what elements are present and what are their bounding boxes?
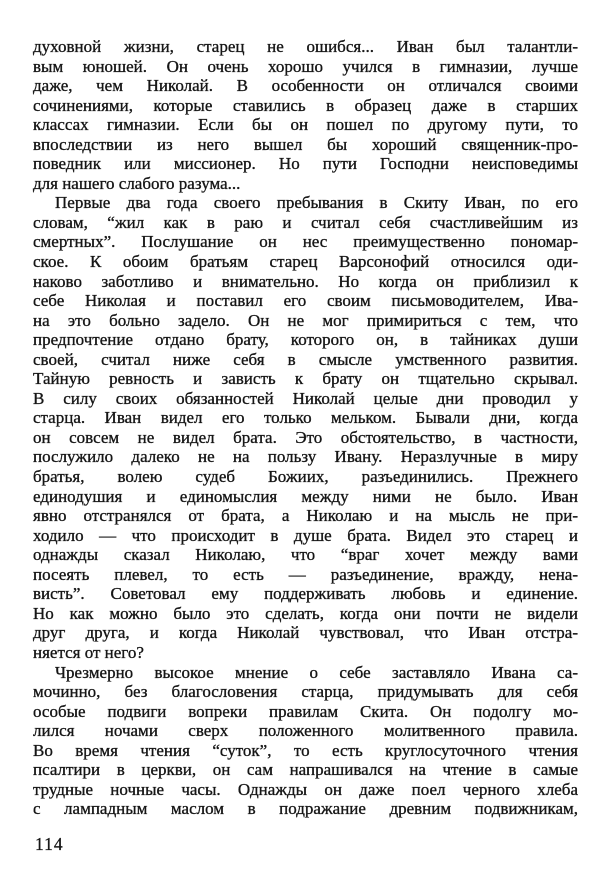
text-line: однажды сказал Николаю, что “враг хочет между вами	[33, 545, 578, 565]
text-line: старца. Иван видел его только мельком. Бывали дни, когда	[33, 408, 578, 428]
text-line: псалтири в церкви, он сам напрашивался на чтение в самые	[33, 760, 578, 780]
text-line: братья, волею судеб Божиих, разъединились. Прежнего	[33, 467, 578, 487]
text-line: вым юношей. Он очень хорошо учился в гимназии, лучше	[33, 56, 578, 76]
text-line: В силу своих обязанностей Николай целые дни проводил у	[33, 388, 578, 408]
text-line: висть”. Советовал ему поддерживать любовь и единение.	[33, 584, 578, 604]
text-line: ходило — что происходит в душе брата. Видел это старец и	[33, 525, 578, 545]
text-line: наково заботливо и внимательно. Но когда он приблизил к	[33, 271, 578, 291]
text-line: сочинениями, которые ставились в образец даже в старших	[33, 95, 578, 115]
text-line: друг друга, и когда Николай чувствовал, что Иван отстра-	[33, 623, 578, 643]
text-line: послужило далеко не на пользу Ивану. Неразлучные в миру	[33, 447, 578, 467]
text-line: трудные ночные часы. Однажды он даже поел черного хлеба	[33, 779, 578, 799]
text-line: смертных”. Послушание он нес преимущественно пономар-	[33, 232, 578, 252]
text-line: Тайную ревность и зависть к брату он тщательно скрывал.	[33, 369, 578, 389]
text-line: Но как можно было это сделать, когда они почти не видели	[33, 603, 578, 623]
text-line: своей, считал ниже себя в смысле умственного развития.	[33, 349, 578, 369]
text-line: предпочтение отдано брату, которого он, в тайниках души	[33, 330, 578, 350]
text-line: даже, чем Николай. В особенности он отличался своими	[33, 76, 578, 96]
text-line: для нашего слабого разума...	[33, 173, 241, 193]
text-line: мочинно, без благословения старца, придумывать для себя	[33, 682, 578, 702]
text-line: он совсем не видел брата. Это обстоятельство, в частности,	[33, 427, 578, 447]
text-line: няется от него?	[33, 642, 144, 662]
text-line: словам, “жил как в раю и считал себя счастливейшим из	[33, 212, 578, 232]
text-line: поведник или миссионер. Но пути Господни неисповедимы	[33, 154, 578, 174]
text-line: единодушия и единомыслия между ними не было. Иван	[33, 486, 578, 506]
text-line: посеять плевел, то есть — разъединение, вражду, нена-	[33, 564, 578, 584]
text-line: духовной жизни, старец не ошибся... Иван был талантли-	[33, 37, 578, 56]
page-number: 114	[35, 834, 64, 854]
text-line: себе Николая и поставил его своим письмоводителем, Ива-	[33, 291, 578, 311]
text-block	[33, 37, 578, 819]
text-line: на это больно задело. Он не мог примириться с тем, что	[33, 310, 578, 330]
text-line: явно отстранялся от брата, а Николаю и на мысль не при-	[33, 506, 578, 526]
text-line: впоследствии из него вышел бы хороший священник-про-	[33, 134, 578, 154]
text-line: лился ночами сверх положенного молитвенного правила.	[33, 721, 578, 741]
text-line: Во время чтения “суток”, то есть круглосуточного чтения	[33, 740, 578, 760]
text-line: с лампадным маслом в подражание древним подвижникам,	[33, 799, 578, 819]
text-line: Первые два года своего пребывания в Скиту Иван, по его	[55, 193, 578, 213]
text-line: Чрезмерно высокое мнение о себе заставляло Ивана са-	[55, 662, 578, 682]
text-line: ское. К обоим братьям старец Варсонофий относился оди-	[33, 252, 578, 272]
text-line: классах гимназии. Если бы он пошел по другому пути, то	[33, 115, 578, 135]
text-line: особые подвиги вопреки правилам Скита. Он подолгу мо-	[33, 701, 578, 721]
